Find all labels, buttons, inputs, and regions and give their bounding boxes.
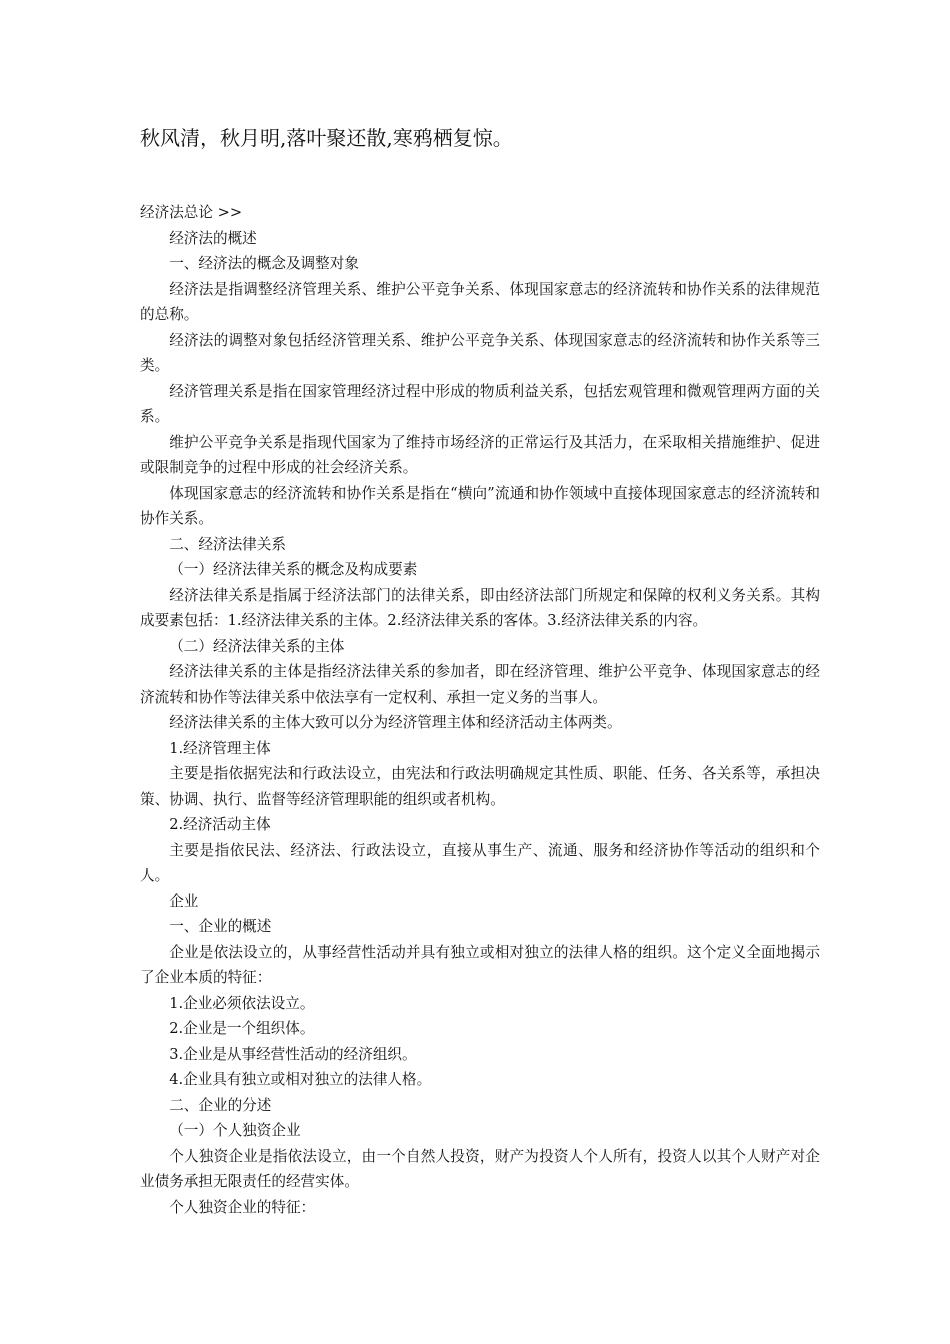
paragraph: 4.企业具有独立或相对独立的法律人格。 xyxy=(169,1071,432,1088)
paragraph: 经济管理关系是指在国家管理经济过程中形成的物质利益关系，包括宏观管理和微观管理两方面的关系。 xyxy=(140,382,820,425)
paragraph: 维护公平竞争关系是指现代国家为了维持市场经济的正常运行及其活力，在采取相关措施维护、促进或限制竞争的过程中形成的社会经济关系。 xyxy=(140,433,820,476)
paragraph: 1.经济管理主体 xyxy=(169,739,271,757)
paragraph: 经济法总论 >> xyxy=(140,204,243,221)
paragraph: （二）经济法律关系的主体 xyxy=(169,637,345,655)
document-body xyxy=(140,200,820,1220)
paragraph: 3.企业是从事经营性活动的经济组织。 xyxy=(169,1045,417,1063)
paragraph: 经济法是指调整经济管理关系、维护公平竞争关系、体现国家意志的经济流转和协作关系的法律规范的总称。 xyxy=(140,280,820,323)
paragraph: 主要是指依民法、经济法、行政法设立，直接从事生产、流通、服务和经济协作等活动的组织和个人。 xyxy=(140,841,820,884)
paragraph: 2.企业是一个组织体。 xyxy=(169,1020,315,1037)
paragraph: 2.经济活动主体 xyxy=(169,816,271,833)
paragraph: 个人独资企业的特征： xyxy=(169,1198,316,1216)
paragraph: （一）经济法律关系的概念及构成要素 xyxy=(169,561,418,578)
paragraph: 经济法律关系的主体大致可以分为经济管理主体和经济活动主体两类。 xyxy=(169,714,622,731)
paragraph: 一、经济法的概念及调整对象 xyxy=(169,255,359,272)
paragraph: 1.企业必须依法设立。 xyxy=(169,994,315,1012)
paragraph: （一）个人独资企业 xyxy=(169,1122,301,1139)
paragraph: 二、企业的分述 xyxy=(169,1096,272,1114)
paragraph: 二、经济法律关系 xyxy=(169,535,286,553)
paragraph: 经济法律关系的主体是指经济法律关系的参加者，即在经济管理、维护公平竞争、体现国家意志的经济流转和协作等法律关系中依法享有一定权利、承担一定义务的当事人。 xyxy=(140,663,820,706)
paragraph: 主要是指依据宪法和行政法设立，由宪法和行政法明确规定其性质、职能、任务、各关系等，承担决策、协调、执行、监督等经济管理职能的组织或者机构。 xyxy=(140,765,820,808)
paragraph: 经济法律关系是指属于经济法部门的法律关系，即由经济法部门所规定和保障的权利义务关系。其构成要素包括：1.经济法律关系的主体。2.经济法律关系的客体。3.经济法律关系的内容。 xyxy=(140,586,820,629)
paragraph: 体现国家意志的经济流转和协作关系是指在“横向”流通和协作领域中直接体现国家意志的经济流转和协作关系。 xyxy=(140,484,820,527)
paragraph: 经济法的概述 xyxy=(169,229,257,247)
paragraph: 企业是依法设立的，从事经营性活动并具有独立或相对独立的法律人格的组织。这个定义全面地揭示了企业本质的特征： xyxy=(140,943,820,986)
header-poem: 秋风清，秋月明,落叶聚还散,寒鸦栖复惊。 xyxy=(140,126,513,150)
paragraph: 一、企业的概述 xyxy=(169,918,272,935)
paragraph: 经济法的调整对象包括经济管理关系、维护公平竞争关系、体现国家意志的经济流转和协作关系等三类。 xyxy=(140,331,820,374)
paragraph: 个人独资企业是指依法设立，由一个自然人投资，财产为投资人个人所有，投资人以其个人财产对企业债务承担无限责任的经营实体。 xyxy=(140,1147,820,1190)
paragraph: 企业 xyxy=(169,892,199,910)
